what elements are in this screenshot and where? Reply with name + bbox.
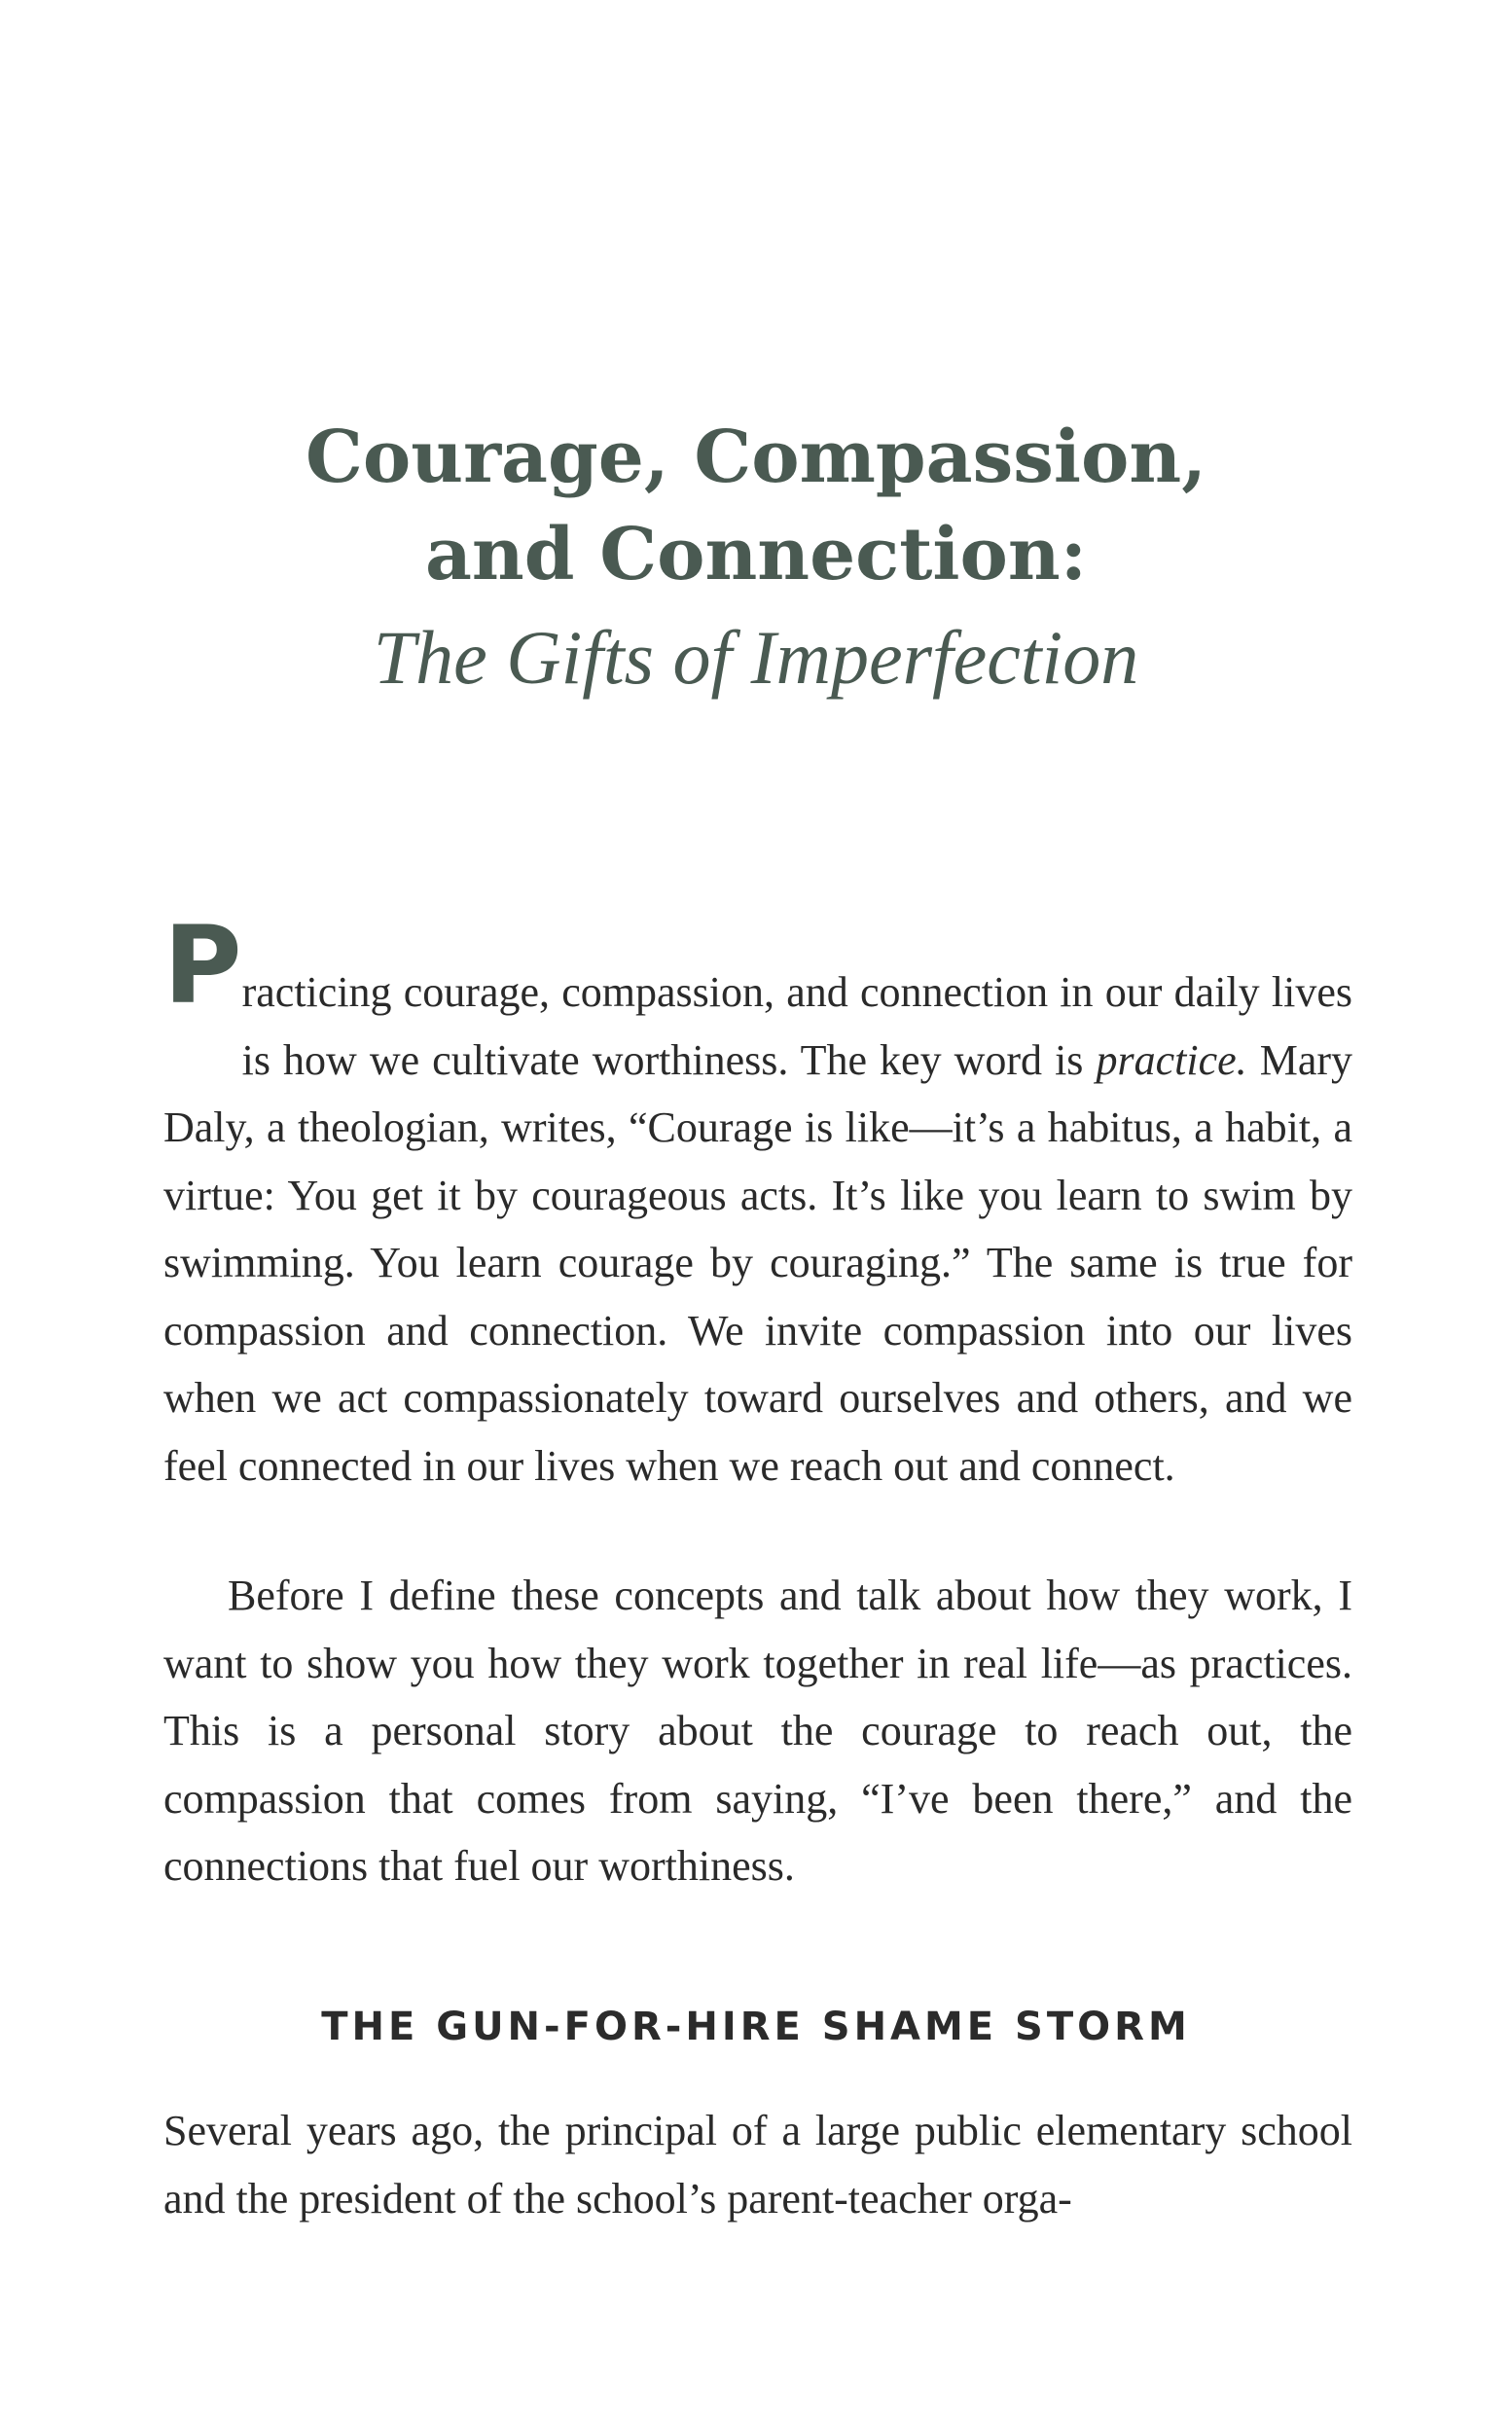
- drop-cap: P: [163, 903, 242, 1028]
- paragraph-1-text: [163, 903, 1353, 1500]
- chapter-title-block: [0, 409, 1512, 712]
- paragraph-1-text-b: Mary Daly, a theologian, writes, “Courage is like—it’s a habitus, a habit, a virtue: You get it by courageous acts. It’s like you learn to swim by swimming. You learn courage by couraging.” The same is true for compassion and connection. We invite compassion into our lives when we act compassionately toward ourselves and others, and we feel connected in our lives when we reach out and connect.: [163, 1035, 1353, 1490]
- chapter-title-line-2: and Connection:: [424, 513, 1088, 596]
- paragraph-2-text: Before I define these concepts and talk about how they work, I want to show you how they work together in real life—as practices. This is a personal story about the courage to reach out, the compassion that comes from saying, “I’ve been there,” and the connections that fuel our worthiness.: [163, 1572, 1352, 1890]
- chapter-subtitle: The Gifts of Imperfection: [373, 615, 1139, 700]
- paragraph-3: [163, 2097, 1352, 2232]
- chapter-title-line-1: Courage, Compassion,: [306, 416, 1206, 499]
- paragraph-2: [163, 1562, 1352, 1900]
- paragraph-1-emphasis: practice.: [1096, 1035, 1247, 1084]
- paragraph-3-text: Several years ago, the principal of a large public elementary school and the president of the school’s parent-teacher orga-: [163, 2107, 1352, 2223]
- paragraph-1: [163, 903, 1353, 1500]
- section-heading: THE GUN-FOR-HIRE SHAME STORM: [321, 2005, 1191, 2049]
- paragraph-1-text-a: racticing courage, compassion, and connection in our daily lives is how we cultivate worthiness. The key word is: [241, 968, 1352, 1084]
